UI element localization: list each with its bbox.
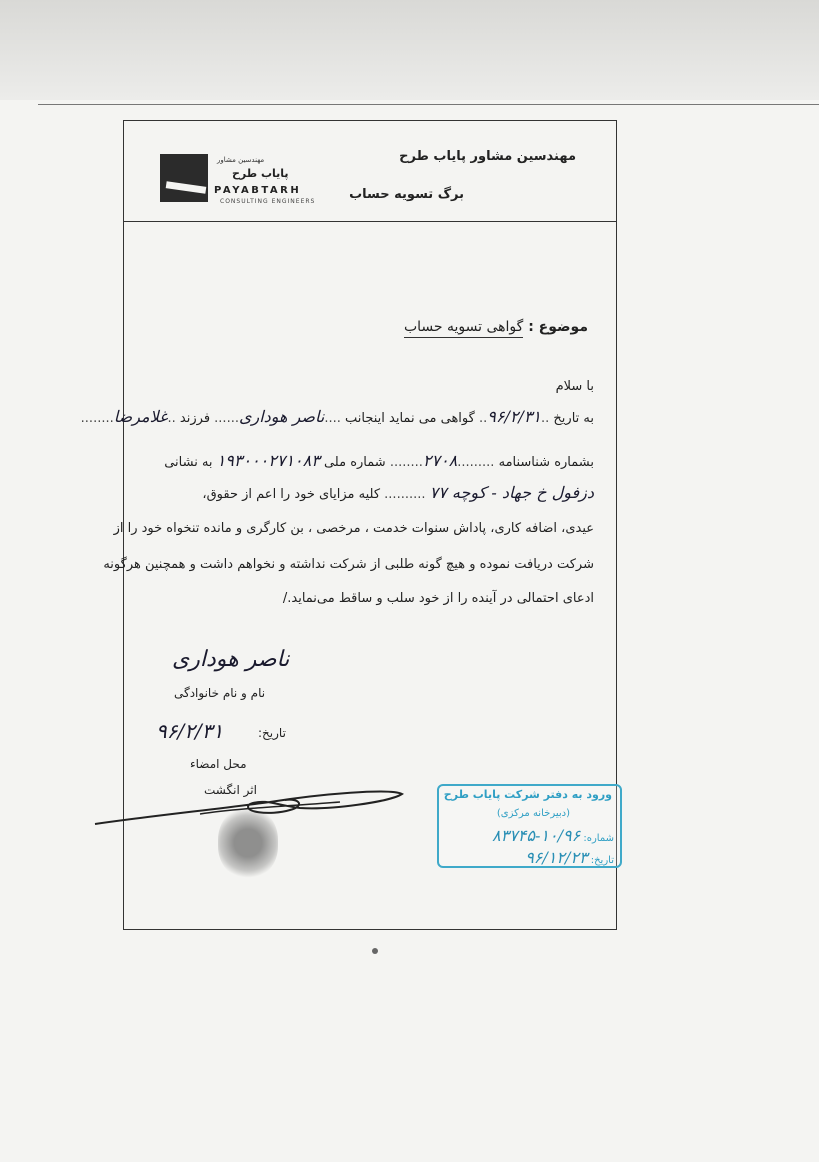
header-divider	[124, 221, 616, 222]
scan-edge-line	[38, 104, 819, 105]
subject-value: گواهی تسویه حساب	[404, 319, 523, 338]
letter-line-1: به تاریخ ..۹۶/۲/۳۱.. گواهی می نماید اینجانب ....ناصر هوداری...... فرزند ..غلامرضا........	[80, 407, 594, 426]
logo-english-sub: CONSULTING ENGINEERS	[220, 198, 316, 205]
subject-label: موضوع :	[528, 319, 588, 335]
thumbprint	[218, 808, 278, 878]
logo-english: PAYABTARH	[214, 185, 302, 196]
sign-place-label: محل امضاء	[190, 757, 247, 771]
hand-date: ۹۶/۲/۳۱	[487, 407, 541, 426]
stamp-title: ورود به دفتر شرکت پایاب طرح	[443, 788, 612, 801]
name-label: نام و نام خانوادگی	[174, 686, 266, 700]
logo-mark	[160, 154, 208, 202]
form-title: برگ تسویه حساب	[349, 187, 464, 202]
text: فرزند	[179, 411, 211, 426]
hand-father-name: غلامرضا	[113, 407, 168, 426]
subject-line	[404, 319, 588, 335]
hand-sign-date: ۹۶/۲/۳۱	[156, 719, 224, 743]
stamp-number: ۱۰/۹۶-۸۳۷۴۵	[492, 826, 581, 845]
text: شماره ملی	[323, 455, 386, 470]
hand-address: دزفول خ جهاد - کوچه ۷۷	[429, 483, 594, 502]
text: گواهی می نماید اینجانب	[345, 411, 475, 426]
letter-line-2: بشماره شناسنامه .........۲۷۰۸........ شماره ملی ۱۹۳۰۰۰۲۷۱۰۸۳ به نشانی	[164, 451, 594, 470]
text: کلیه مزایای خود را اعم از حقوق،	[202, 487, 381, 502]
date-label: تاریخ:	[258, 726, 286, 740]
hand-national-id: ۱۹۳۰۰۰۲۷۱۰۸۳	[216, 451, 320, 470]
stamp-date-label: تاریخ:	[590, 855, 614, 866]
stamp-date: ۹۶/۱۲/۲۳	[525, 848, 588, 867]
stamp-subtitle: (دبیرخانه مرکزی)	[496, 808, 570, 819]
stamp-number-row	[492, 826, 614, 845]
registration-stamp	[437, 784, 622, 868]
hand-name: ناصر هوداری	[238, 407, 325, 426]
hand-signer-name: ناصر هوداری	[172, 647, 290, 672]
greeting: با سلام	[555, 379, 594, 394]
thumbprint-label: اثر انگشت	[204, 783, 257, 797]
letter-line-6: ادعای احتمالی در آینده را از خود سلب و ساقط می‌نماید./	[282, 591, 594, 606]
letter-line-3: دزفول خ جهاد - کوچه ۷۷ .......... کلیه مزایای خود را اعم از حقوق،	[202, 483, 594, 502]
company-name: مهندسین مشاور پایاب طرح	[399, 149, 576, 164]
stamp-date-row	[525, 848, 614, 867]
logo-persian-small: مهندسین مشاور	[217, 156, 265, 164]
scan-shadow	[0, 0, 819, 100]
text: به تاریخ	[553, 411, 594, 426]
letter-line-5: شرکت دریافت نموده و هیچ گونه طلبی از شرکت نداشته و نخواهم داشت و همچنین هرگونه	[103, 557, 594, 572]
text: بشماره شناسنامه	[498, 455, 594, 470]
hand-id-number: ۲۷۰۸	[422, 451, 458, 470]
letter-line-4: عیدی، اضافه کاری، پاداش سنوات خدمت ، مرخصی ، بن کارگری و مانده تنخواه خود را از	[113, 521, 594, 536]
text: به نشانی	[164, 455, 213, 470]
scan-speck	[372, 948, 378, 954]
logo-persian: پایاب طرح	[232, 167, 289, 180]
stamp-number-label: شماره:	[583, 833, 614, 844]
